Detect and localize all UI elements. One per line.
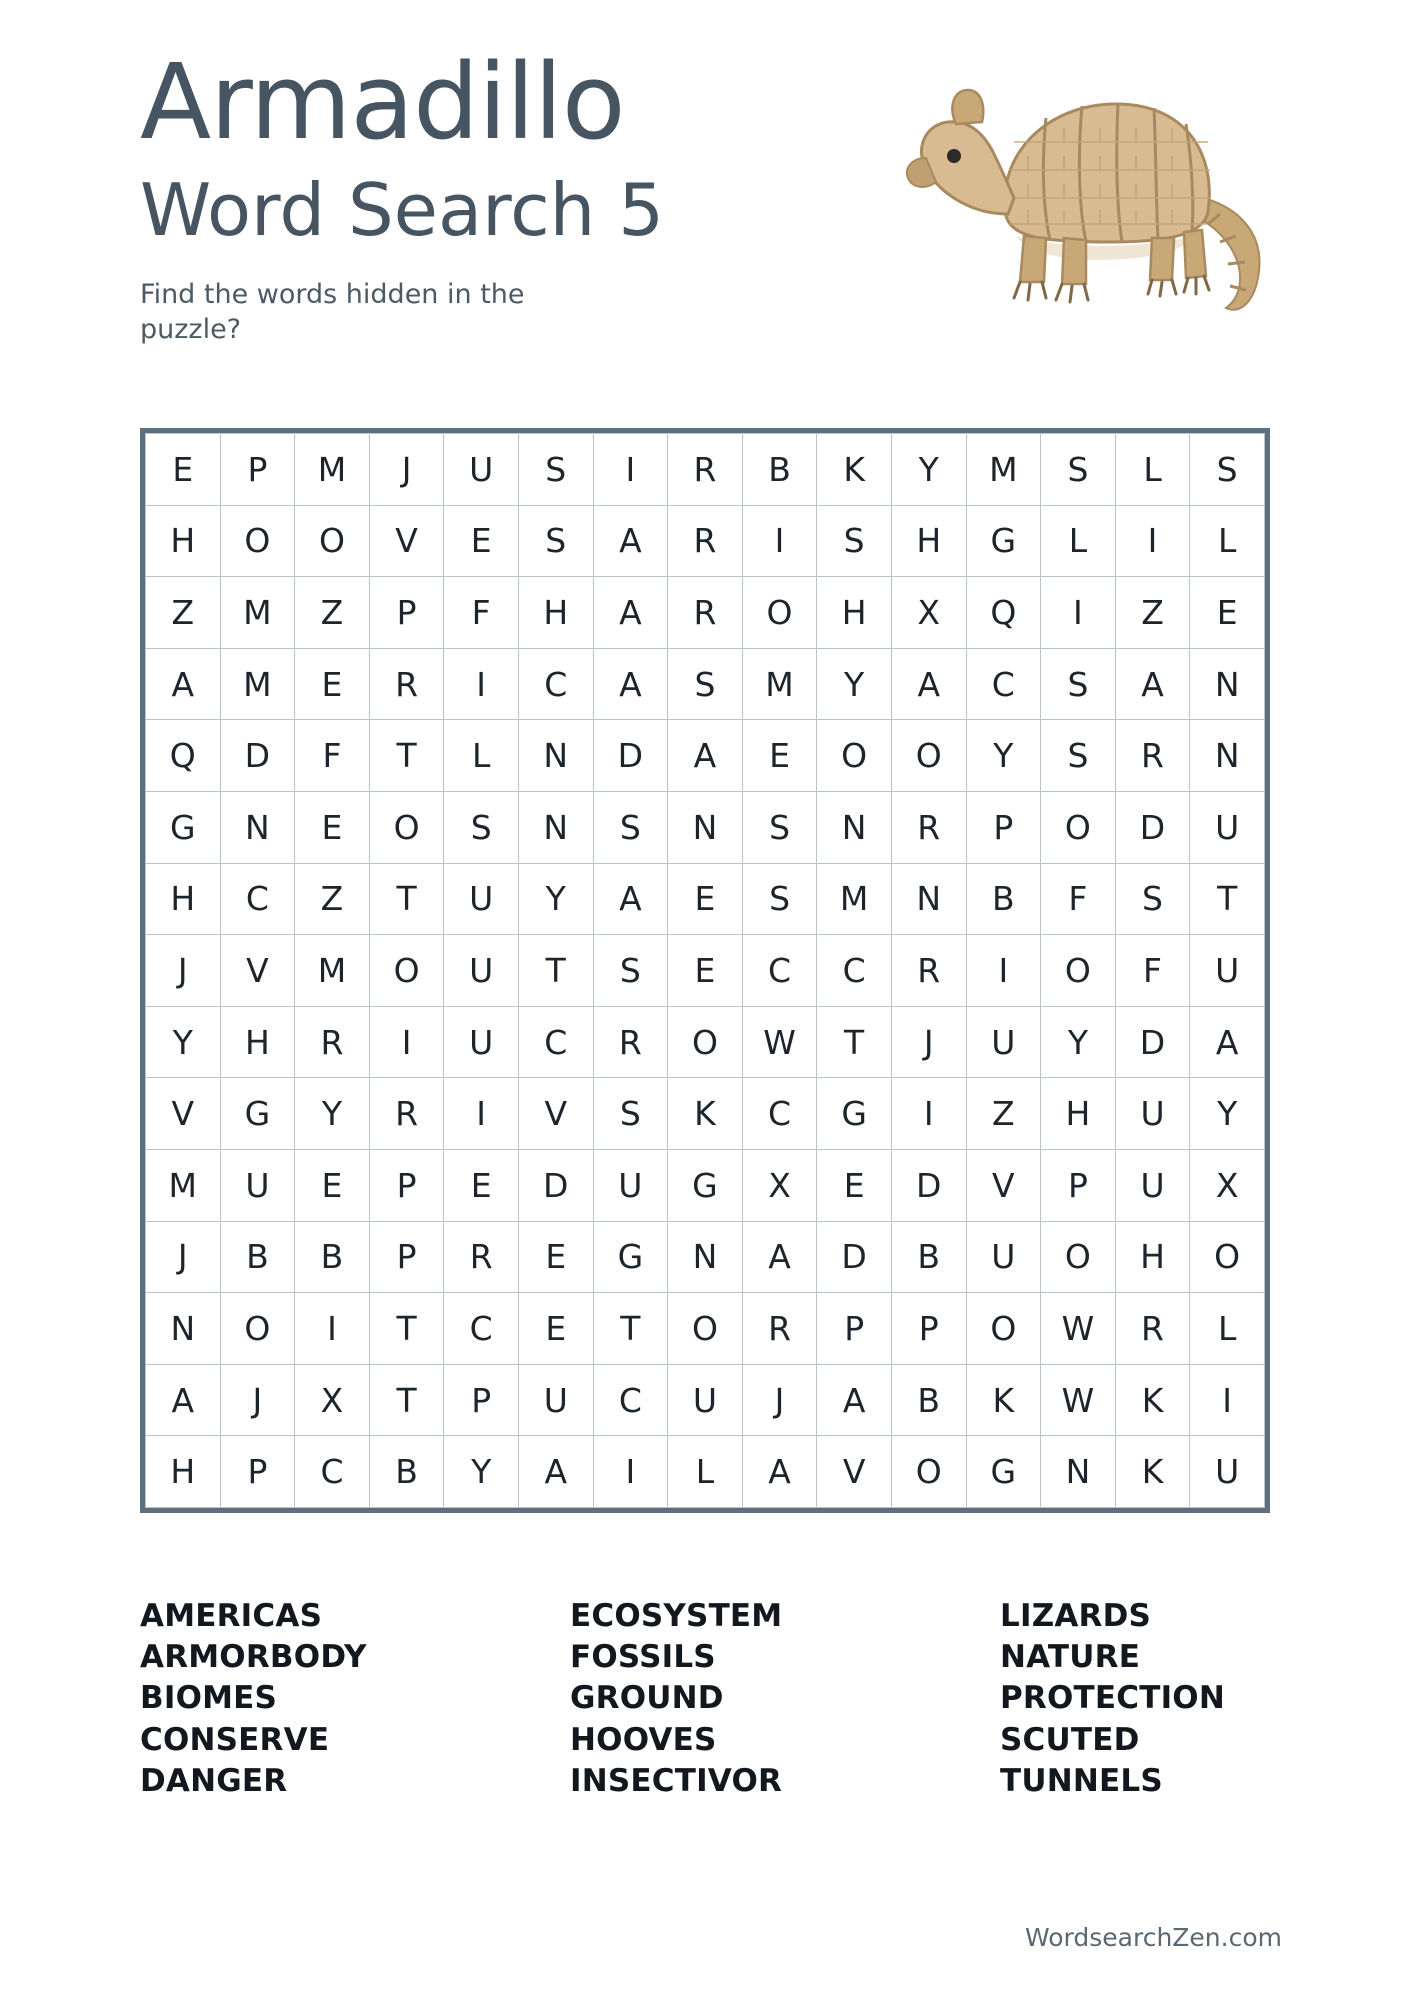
grid-cell[interactable]: L xyxy=(444,720,519,792)
grid-cell[interactable]: V xyxy=(220,935,295,1007)
page-title: Armadillo xyxy=(140,41,625,163)
grid-cell[interactable]: T xyxy=(593,1293,668,1365)
grid-cell[interactable]: O xyxy=(891,720,966,792)
grid-cell[interactable]: A xyxy=(742,1221,817,1293)
grid-cell[interactable]: P xyxy=(817,1293,892,1365)
grid-cell[interactable]: H xyxy=(518,577,593,649)
grid-row xyxy=(146,1364,1265,1436)
grid-row xyxy=(146,434,1265,506)
grid-cell[interactable]: M xyxy=(295,935,370,1007)
grid-table[interactable] xyxy=(145,433,1265,1508)
grid-row xyxy=(146,1221,1265,1293)
grid-cell[interactable]: X xyxy=(1190,1149,1265,1221)
grid-cell[interactable]: Y xyxy=(518,863,593,935)
grid-cell[interactable]: E xyxy=(518,1293,593,1365)
grid-cell[interactable]: A xyxy=(593,577,668,649)
grid-cell[interactable]: X xyxy=(295,1364,370,1436)
grid-cell[interactable]: H xyxy=(1115,1221,1190,1293)
grid-cell[interactable]: Y xyxy=(891,434,966,506)
grid-cell[interactable]: V xyxy=(518,1078,593,1150)
grid-cell[interactable]: N xyxy=(1190,648,1265,720)
grid-cell[interactable]: X xyxy=(891,577,966,649)
grid-cell[interactable]: J xyxy=(891,1006,966,1078)
grid-cell[interactable]: Y xyxy=(295,1078,370,1150)
word-list-column-1 xyxy=(140,1596,570,1802)
grid-cell[interactable]: A xyxy=(146,648,221,720)
word-item[interactable]: LIZARDS xyxy=(1000,1598,1152,1634)
grid-cell[interactable]: R xyxy=(295,1006,370,1078)
grid-cell[interactable]: I xyxy=(593,1436,668,1508)
grid-cell[interactable]: Z xyxy=(146,577,221,649)
grid-cell[interactable]: I xyxy=(1190,1364,1265,1436)
grid-cell[interactable]: H xyxy=(146,863,221,935)
grid-cell[interactable]: A xyxy=(1190,1006,1265,1078)
grid-cell[interactable]: T xyxy=(369,1364,444,1436)
grid-cell[interactable]: A xyxy=(593,648,668,720)
grid-cell[interactable]: R xyxy=(668,577,743,649)
grid-cell[interactable]: V xyxy=(369,505,444,577)
grid-cell[interactable]: X xyxy=(742,1149,817,1221)
grid-cell[interactable]: E xyxy=(295,648,370,720)
grid-row xyxy=(146,791,1265,863)
grid-cell[interactable]: I xyxy=(444,648,519,720)
grid-cell[interactable]: A xyxy=(817,1364,892,1436)
grid-cell[interactable]: N xyxy=(668,1221,743,1293)
grid-cell[interactable]: F xyxy=(1041,863,1116,935)
grid-cell[interactable]: G xyxy=(146,791,221,863)
word-item[interactable]: SCUTED xyxy=(1000,1721,1140,1758)
grid-cell[interactable]: O xyxy=(891,1436,966,1508)
grid-cell[interactable]: M xyxy=(220,577,295,649)
grid-cell[interactable]: G xyxy=(966,1436,1041,1508)
word-item[interactable]: BIOMES xyxy=(140,1680,278,1717)
grid-cell[interactable]: T xyxy=(518,935,593,1007)
grid-row xyxy=(146,577,1265,649)
grid-cell[interactable]: M xyxy=(817,863,892,935)
grid-cell[interactable]: O xyxy=(369,935,444,1007)
grid-cell[interactable]: F xyxy=(295,720,370,792)
grid-cell[interactable]: S xyxy=(593,1078,668,1150)
grid-cell[interactable]: C xyxy=(220,863,295,935)
grid-cell[interactable]: N xyxy=(668,791,743,863)
grid-cell[interactable]: G xyxy=(668,1149,743,1221)
grid-cell[interactable]: U xyxy=(1190,791,1265,863)
grid-cell[interactable]: U xyxy=(593,1149,668,1221)
grid-cell[interactable]: R xyxy=(668,505,743,577)
grid-cell[interactable]: Y xyxy=(1041,1006,1116,1078)
grid-cell[interactable]: R xyxy=(891,791,966,863)
grid-cell[interactable]: Y xyxy=(444,1436,519,1508)
grid-cell[interactable]: S xyxy=(518,505,593,577)
grid-cell[interactable]: T xyxy=(369,720,444,792)
grid-cell[interactable]: U xyxy=(1115,1149,1190,1221)
grid-cell[interactable]: Y xyxy=(817,648,892,720)
grid-cell[interactable]: S xyxy=(1190,434,1265,506)
grid-cell[interactable]: E xyxy=(668,863,743,935)
grid-cell[interactable]: L xyxy=(668,1436,743,1508)
grid-cell[interactable]: Z xyxy=(295,577,370,649)
grid-cell[interactable]: P xyxy=(369,1221,444,1293)
grid-cell[interactable]: S xyxy=(1041,434,1116,506)
grid-cell[interactable]: A xyxy=(668,720,743,792)
grid-cell[interactable]: D xyxy=(1115,791,1190,863)
grid-cell[interactable]: B xyxy=(966,863,1041,935)
grid-cell[interactable]: R xyxy=(891,935,966,1007)
grid-cell[interactable]: R xyxy=(369,1078,444,1150)
grid-cell[interactable]: Z xyxy=(966,1078,1041,1150)
word-item[interactable]: AMERICAS xyxy=(140,1598,323,1634)
grid-cell[interactable]: A xyxy=(146,1364,221,1436)
grid-cell[interactable]: B xyxy=(220,1221,295,1293)
grid-row xyxy=(146,863,1265,935)
grid-cell[interactable]: U xyxy=(1115,1078,1190,1150)
grid-cell[interactable]: E xyxy=(668,935,743,1007)
grid-cell[interactable]: N xyxy=(817,791,892,863)
grid-cell[interactable]: N xyxy=(146,1293,221,1365)
grid-cell[interactable]: M xyxy=(295,434,370,506)
grid-row xyxy=(146,1078,1265,1150)
grid-cell[interactable]: J xyxy=(220,1364,295,1436)
grid-cell[interactable]: Z xyxy=(295,863,370,935)
grid-cell[interactable]: E xyxy=(146,434,221,506)
grid-cell[interactable]: E xyxy=(1190,577,1265,649)
grid-cell[interactable]: R xyxy=(593,1006,668,1078)
grid-cell[interactable]: O xyxy=(742,577,817,649)
grid-cell[interactable]: U xyxy=(220,1149,295,1221)
word-item[interactable]: ARMORBODY xyxy=(140,1639,367,1676)
grid-cell[interactable]: J xyxy=(146,1221,221,1293)
grid-cell[interactable]: W xyxy=(1041,1293,1116,1365)
word-item[interactable]: TUNNELS xyxy=(1000,1762,1163,1799)
grid-cell[interactable]: O xyxy=(369,791,444,863)
grid-cell[interactable]: N xyxy=(518,791,593,863)
grid-cell[interactable]: A xyxy=(742,1436,817,1508)
grid-cell[interactable]: P xyxy=(369,577,444,649)
grid-cell[interactable]: U xyxy=(1190,1436,1265,1508)
grid-cell[interactable]: G xyxy=(220,1078,295,1150)
grid-cell[interactable]: C xyxy=(742,935,817,1007)
grid-cell[interactable]: U xyxy=(444,935,519,1007)
grid-cell[interactable]: F xyxy=(444,577,519,649)
grid-cell[interactable]: B xyxy=(742,434,817,506)
grid-cell[interactable]: O xyxy=(1041,1221,1116,1293)
grid-cell[interactable]: O xyxy=(668,1293,743,1365)
grid-cell[interactable]: U xyxy=(444,434,519,506)
grid-cell[interactable]: E xyxy=(817,1149,892,1221)
grid-cell[interactable]: D xyxy=(518,1149,593,1221)
grid-cell[interactable]: R xyxy=(1115,1293,1190,1365)
grid-cell[interactable]: R xyxy=(742,1293,817,1365)
word-item[interactable]: INSECTIVOR xyxy=(570,1762,783,1799)
grid-cell[interactable]: C xyxy=(817,935,892,1007)
grid-cell[interactable]: J xyxy=(742,1364,817,1436)
grid-cell[interactable]: N xyxy=(1190,720,1265,792)
grid-cell[interactable]: Q xyxy=(966,577,1041,649)
grid-cell[interactable]: A xyxy=(593,863,668,935)
grid-cell[interactable]: H xyxy=(146,505,221,577)
instructions-text: Find the words hidden in the puzzle? xyxy=(140,278,525,345)
grid-cell[interactable]: P xyxy=(369,1149,444,1221)
grid-cell[interactable]: C xyxy=(966,648,1041,720)
grid-cell[interactable]: W xyxy=(1041,1364,1116,1436)
grid-cell[interactable]: P xyxy=(444,1364,519,1436)
word-item[interactable]: GROUND xyxy=(570,1680,724,1717)
grid-cell[interactable]: L xyxy=(1190,505,1265,577)
grid-cell[interactable]: I xyxy=(593,434,668,506)
grid-cell[interactable]: C xyxy=(518,648,593,720)
grid-cell[interactable]: Y xyxy=(966,720,1041,792)
grid-cell[interactable]: U xyxy=(966,1006,1041,1078)
grid-cell[interactable]: C xyxy=(742,1078,817,1150)
armadillo-illustration xyxy=(896,46,1296,336)
grid-cell[interactable]: M xyxy=(146,1149,221,1221)
word-item[interactable]: DANGER xyxy=(140,1762,288,1799)
grid-cell[interactable]: T xyxy=(817,1006,892,1078)
grid-cell[interactable]: J xyxy=(369,434,444,506)
grid-cell[interactable]: D xyxy=(1115,1006,1190,1078)
grid-cell[interactable]: Y xyxy=(1190,1078,1265,1150)
grid-cell[interactable]: S xyxy=(668,648,743,720)
grid-cell[interactable]: L xyxy=(1041,505,1116,577)
grid-cell[interactable]: U xyxy=(966,1221,1041,1293)
grid-cell[interactable]: I xyxy=(966,935,1041,1007)
grid-cell[interactable]: Z xyxy=(1115,577,1190,649)
grid-cell[interactable]: G xyxy=(966,505,1041,577)
grid-body xyxy=(146,434,1265,1508)
grid-row xyxy=(146,1436,1265,1508)
grid-cell[interactable]: A xyxy=(891,648,966,720)
grid-cell[interactable]: V xyxy=(817,1436,892,1508)
grid-cell[interactable]: S xyxy=(742,863,817,935)
grid-cell[interactable]: U xyxy=(1190,935,1265,1007)
grid-cell[interactable]: S xyxy=(444,791,519,863)
grid-cell[interactable]: U xyxy=(518,1364,593,1436)
grid-cell[interactable]: P xyxy=(220,434,295,506)
grid-cell[interactable]: J xyxy=(146,935,221,1007)
grid-row xyxy=(146,505,1265,577)
grid-cell[interactable]: Q xyxy=(146,720,221,792)
word-list xyxy=(140,1596,1280,1802)
grid-cell[interactable]: A xyxy=(1115,648,1190,720)
grid-cell[interactable]: R xyxy=(444,1221,519,1293)
grid-cell[interactable]: D xyxy=(593,720,668,792)
grid-cell[interactable]: O xyxy=(1041,791,1116,863)
grid-cell[interactable]: S xyxy=(817,505,892,577)
grid-row xyxy=(146,1006,1265,1078)
grid-cell[interactable]: B xyxy=(891,1221,966,1293)
grid-cell[interactable]: O xyxy=(1190,1221,1265,1293)
grid-cell[interactable]: D xyxy=(817,1221,892,1293)
grid-cell[interactable]: O xyxy=(966,1293,1041,1365)
grid-cell[interactable]: I xyxy=(891,1078,966,1150)
word-list-column-3 xyxy=(1000,1596,1280,1802)
grid-cell[interactable]: O xyxy=(817,720,892,792)
word-item[interactable]: FOSSILS xyxy=(570,1639,716,1676)
grid-cell[interactable]: K xyxy=(966,1364,1041,1436)
grid-cell[interactable]: V xyxy=(146,1078,221,1150)
grid-cell[interactable]: L xyxy=(1190,1293,1265,1365)
grid-cell[interactable]: K xyxy=(668,1078,743,1150)
grid-cell[interactable]: C xyxy=(593,1364,668,1436)
grid-cell[interactable]: C xyxy=(518,1006,593,1078)
grid-cell[interactable]: P xyxy=(1041,1149,1116,1221)
grid-cell[interactable]: I xyxy=(1041,577,1116,649)
grid-cell[interactable]: R xyxy=(668,434,743,506)
grid-cell[interactable]: W xyxy=(742,1006,817,1078)
grid-row xyxy=(146,648,1265,720)
grid-cell[interactable]: E xyxy=(295,1149,370,1221)
grid-cell[interactable]: P xyxy=(966,791,1041,863)
grid-cell[interactable]: C xyxy=(295,1436,370,1508)
grid-cell[interactable]: H xyxy=(146,1436,221,1508)
grid-cell[interactable]: A xyxy=(518,1436,593,1508)
grid-cell[interactable]: E xyxy=(444,1149,519,1221)
grid-cell[interactable]: H xyxy=(817,577,892,649)
grid-cell[interactable]: H xyxy=(1041,1078,1116,1150)
grid-cell[interactable]: K xyxy=(1115,1364,1190,1436)
grid-cell[interactable]: I xyxy=(295,1293,370,1365)
grid-cell[interactable]: N xyxy=(220,791,295,863)
grid-cell[interactable]: G xyxy=(817,1078,892,1150)
grid-cell[interactable]: D xyxy=(891,1149,966,1221)
grid-cell[interactable]: U xyxy=(444,863,519,935)
grid-row xyxy=(146,720,1265,792)
grid-cell[interactable]: B xyxy=(295,1221,370,1293)
word-item[interactable]: PROTECTION xyxy=(1000,1680,1225,1717)
grid-cell[interactable]: I xyxy=(444,1078,519,1150)
word-item[interactable]: NATURE xyxy=(1000,1639,1141,1676)
grid-cell[interactable]: B xyxy=(369,1436,444,1508)
grid-cell[interactable]: S xyxy=(593,791,668,863)
grid-cell[interactable]: B xyxy=(891,1364,966,1436)
grid-cell[interactable]: P xyxy=(220,1436,295,1508)
grid-cell[interactable]: V xyxy=(966,1149,1041,1221)
word-item[interactable]: HOOVES xyxy=(570,1721,717,1758)
grid-cell[interactable]: I xyxy=(369,1006,444,1078)
grid-row xyxy=(146,1293,1265,1365)
grid-cell[interactable]: H xyxy=(220,1006,295,1078)
grid-cell[interactable]: N xyxy=(1041,1436,1116,1508)
grid-cell[interactable]: E xyxy=(742,720,817,792)
grid-cell[interactable]: O xyxy=(668,1006,743,1078)
footer-site-credit: WordsearchZen.com xyxy=(1025,1923,1282,1952)
grid-row xyxy=(146,935,1265,1007)
word-list-column-2 xyxy=(570,1596,1000,1802)
grid-cell[interactable]: U xyxy=(444,1006,519,1078)
grid-cell[interactable]: K xyxy=(817,434,892,506)
grid-cell[interactable]: O xyxy=(220,505,295,577)
grid-cell[interactable]: T xyxy=(1190,863,1265,935)
grid-cell[interactable]: S xyxy=(1041,720,1116,792)
grid-cell[interactable]: F xyxy=(1115,935,1190,1007)
grid-cell[interactable]: T xyxy=(369,1293,444,1365)
grid-cell[interactable]: A xyxy=(593,505,668,577)
grid-cell[interactable]: P xyxy=(891,1293,966,1365)
grid-cell[interactable]: D xyxy=(220,720,295,792)
grid-cell[interactable]: N xyxy=(891,863,966,935)
grid-cell[interactable]: R xyxy=(1115,720,1190,792)
grid-cell[interactable]: L xyxy=(1115,434,1190,506)
grid-cell[interactable]: M xyxy=(966,434,1041,506)
grid-cell[interactable]: O xyxy=(295,505,370,577)
grid-cell[interactable]: G xyxy=(593,1221,668,1293)
grid-cell[interactable]: T xyxy=(369,863,444,935)
grid-cell[interactable]: M xyxy=(220,648,295,720)
grid-cell[interactable]: S xyxy=(518,434,593,506)
grid-cell[interactable]: M xyxy=(742,648,817,720)
grid-cell[interactable]: H xyxy=(891,505,966,577)
grid-cell[interactable]: I xyxy=(742,505,817,577)
page-subtitle: Word Search 5 xyxy=(140,168,665,253)
grid-cell[interactable]: U xyxy=(668,1364,743,1436)
grid-cell[interactable]: S xyxy=(593,935,668,1007)
grid-cell[interactable]: O xyxy=(220,1293,295,1365)
grid-cell[interactable]: Y xyxy=(146,1006,221,1078)
grid-cell[interactable]: I xyxy=(1115,505,1190,577)
grid-cell[interactable]: S xyxy=(742,791,817,863)
grid-row xyxy=(146,1149,1265,1221)
word-search-grid[interactable] xyxy=(140,428,1270,1513)
grid-cell[interactable]: O xyxy=(1041,935,1116,1007)
grid-cell[interactable]: N xyxy=(518,720,593,792)
grid-cell[interactable]: E xyxy=(444,505,519,577)
grid-cell[interactable]: R xyxy=(369,648,444,720)
grid-cell[interactable]: E xyxy=(518,1221,593,1293)
grid-cell[interactable]: S xyxy=(1041,648,1116,720)
grid-cell[interactable]: K xyxy=(1115,1436,1190,1508)
grid-cell[interactable]: S xyxy=(1115,863,1190,935)
word-item[interactable]: ECOSYSTEM xyxy=(570,1598,783,1634)
word-item[interactable]: CONSERVE xyxy=(140,1721,330,1758)
grid-cell[interactable]: E xyxy=(295,791,370,863)
grid-cell[interactable]: C xyxy=(444,1293,519,1365)
